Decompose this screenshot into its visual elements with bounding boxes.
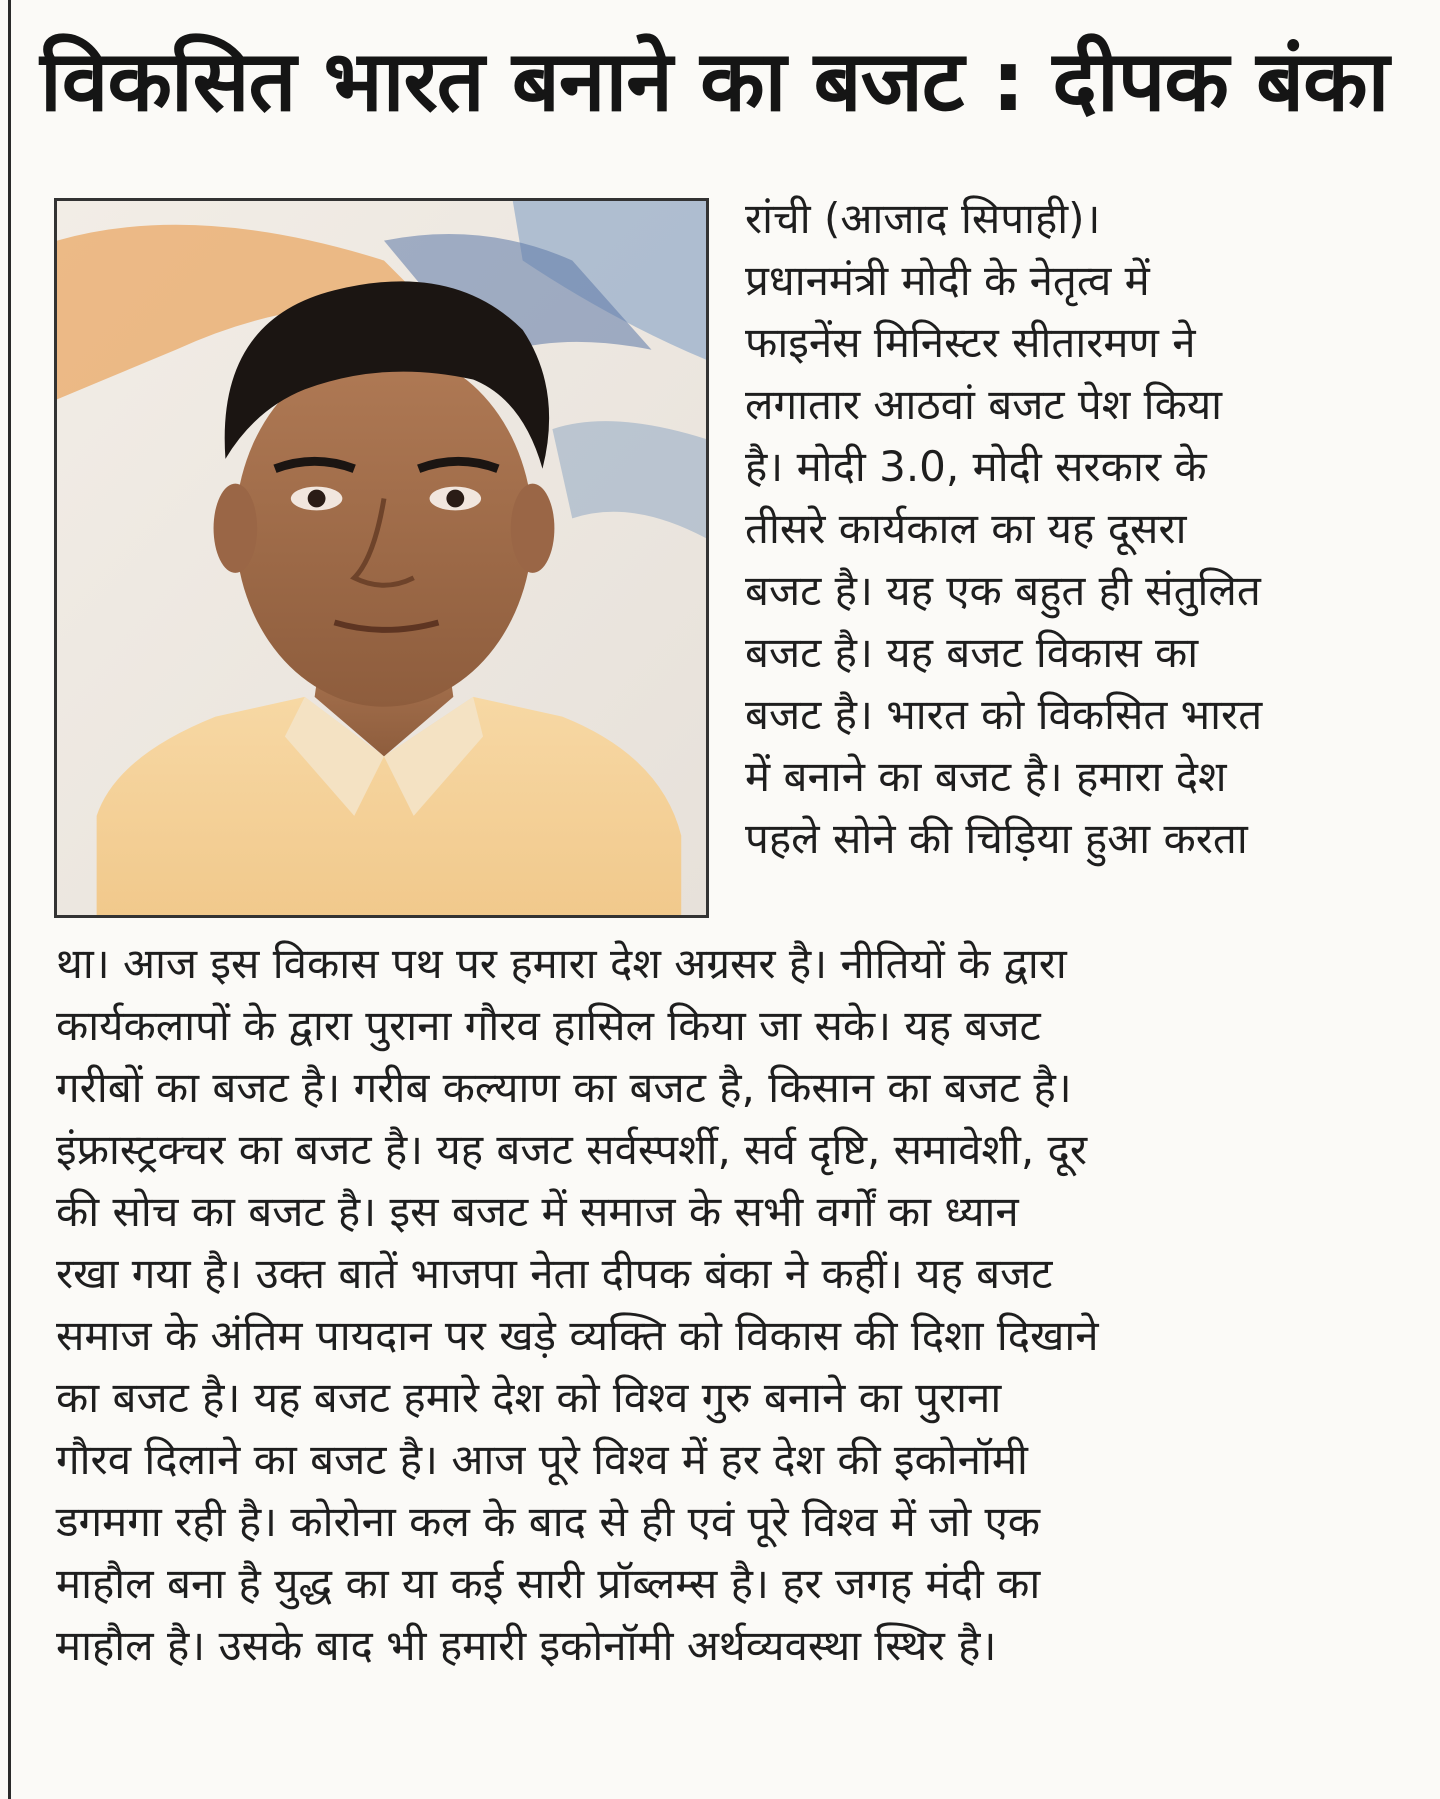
text-line: रखा गया है। उक्त बातें भाजपा नेता दीपक बंका ने कहीं। यह बजट [56,1249,1053,1298]
article-body [56,933,1426,1677]
text-line: था। आज इस विकास पथ पर हमारा देश अग्रसर है। नीतियों के द्वारा [56,939,1067,988]
text-line: माहौल बना है युद्ध का या कई सारी प्रॉब्लम्स है। हर जगह मंदी का [56,1559,1041,1608]
text-line: है। मोदी 3.0, मोदी सरकार के [745,442,1207,491]
portrait-photo [54,198,709,918]
text-line: रांची (आजाद सिपाही)। [745,194,1101,243]
text-line: बजट है। भारत को विकसित भारत [745,690,1263,739]
text-line: लगातार आठवां बजट पेश किया [745,380,1223,429]
text-line: डगमगा रही है। कोरोना कल के बाद से ही एवं पूरे विश्व में जो एक [56,1497,1041,1546]
text-line: बजट है। यह एक बहुत ही संतुलित [745,566,1261,615]
headline: विकसित भारत बनाने का बजट : दीपक बंका [40,32,1389,130]
text-line: कार्यकलापों के द्वारा पुराना गौरव हासिल किया जा सके। यह बजट [56,1001,1041,1050]
column-rule [8,0,11,1799]
text-line: फाइनेंस मिनिस्टर सीतारमण ने [745,318,1196,367]
text-line: का बजट है। यह बजट हमारे देश को विश्व गुरु बनाने का पुराना [56,1373,1002,1422]
text-line: गौरव दिलाने का बजट है। आज पूरे विश्व में हर देश की इकोनॉमी [56,1435,1028,1484]
text-line: तीसरे कार्यकाल का यह दूसरा [745,504,1187,553]
text-line: गरीबों का बजट है। गरीब कल्याण का बजट है, किसान का बजट है। [56,1063,1072,1112]
portrait-illustration [57,201,706,915]
text-line: प्रधानमंत्री मोदी के नेतृत्व में [745,256,1150,305]
text-line: माहौल है। उसके बाद भी हमारी इकोनॉमी अर्थव्यवस्था स्थिर है। [56,1621,997,1670]
text-line: की सोच का बजट है। इस बजट में समाज के सभी वर्गों का ध्यान [56,1187,1019,1236]
text-line: बजट है। यह बजट विकास का [745,628,1199,677]
text-line: इंफ्रास्ट्रक्चर का बजट है। यह बजट सर्वस्पर्शी, सर्व दृष्टि, समावेशी, दूर [56,1125,1088,1174]
text-line: पहले सोने की चिड़िया हुआ करता [745,814,1248,863]
article-intro-column [745,188,1425,870]
text-line: में बनाने का बजट है। हमारा देश [745,752,1227,801]
text-line: समाज के अंतिम पायदान पर खड़े व्यक्ति को विकास की दिशा दिखाने [56,1311,1099,1360]
